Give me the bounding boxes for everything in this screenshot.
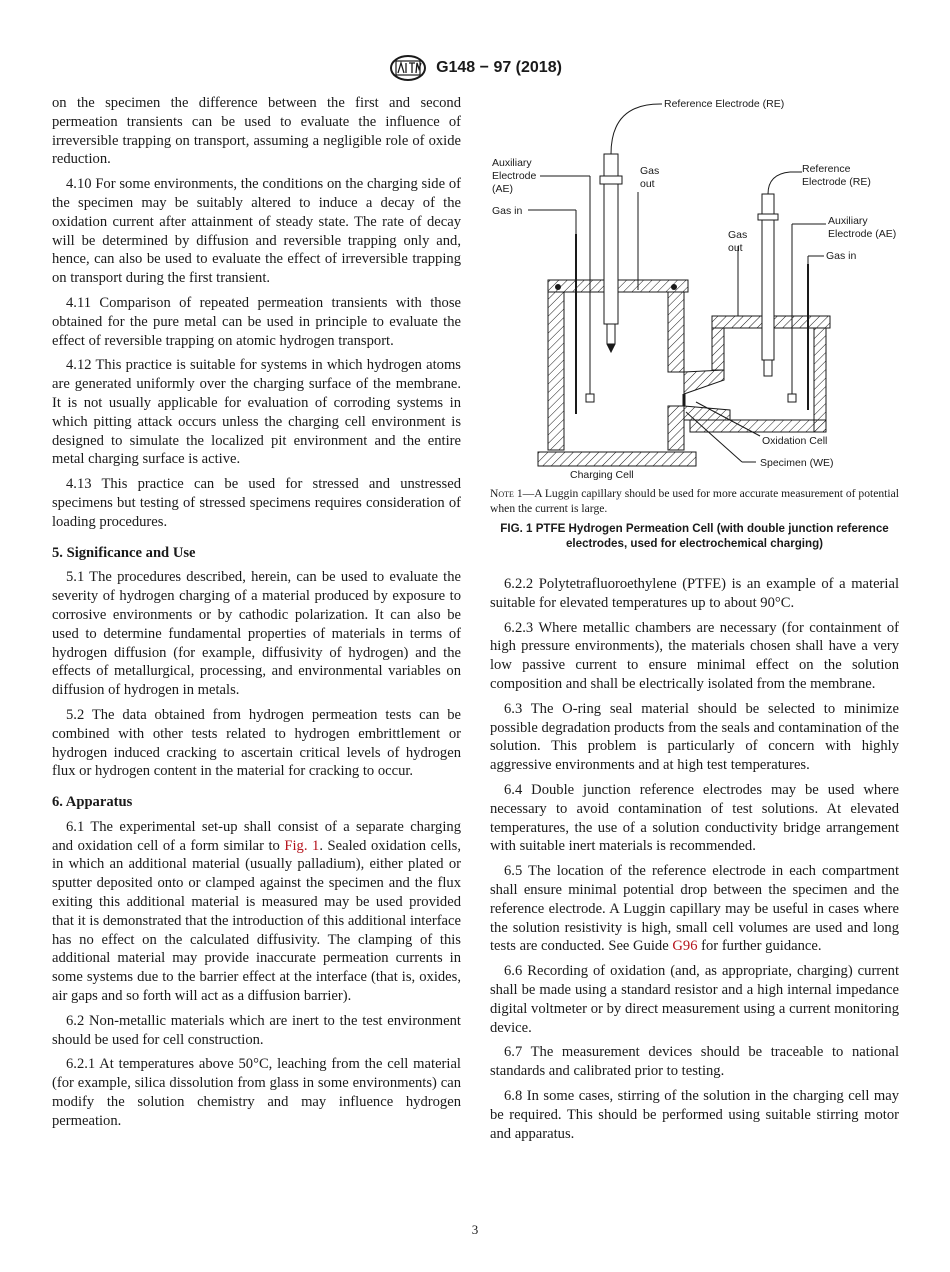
paragraph-6-1-text-a: 6.1 The experimental set-up shall consist of a separate charging and oxidation cell of a form similar to: [52, 818, 461, 854]
paragraph-4-13: 4.13 This practice can be used for stressed and unstressed specimens but testing of stressed specimens requires consideration of loading procedures.: [52, 476, 461, 530]
astm-logo-icon: [388, 54, 428, 82]
fig-1-link[interactable]: Fig. 1: [284, 837, 320, 854]
label-aux-2-line1: Auxiliary: [828, 215, 868, 227]
label-gas-out-2-line2: out: [728, 242, 743, 254]
page-header: [0, 54, 950, 82]
paragraph-6-5-text-b: for further guidance.: [697, 938, 822, 955]
label-reference-electrode-1: Reference Electrode (RE): [664, 98, 785, 110]
paragraph-6-5: [490, 862, 899, 956]
paragraph-6-5-text-a: 6.5 The location of the reference electrode in each compartment shall ensure minimal potential drop between the specimen and the reference electrode. A Luggin capillary may be useful in cases where the solution resistivity is high, small cell volumes are used and long tests are conducted. See Guide: [490, 863, 899, 955]
label-gas-out-1-line1: Gas: [640, 165, 660, 177]
label-oxidation-cell: Oxidation Cell: [762, 435, 828, 447]
label-gas-out-2-line1: Gas: [728, 229, 748, 241]
paragraph-6-4: 6.4 Double junction reference electrodes may be used where necessary to avoid contamination of test solutions. At elevated temperatures, the use of a solution conductivity bridge arrangement with suitable inert materials is recommended.: [490, 781, 899, 855]
paragraph-5-1: 5.1 The procedures described, herein, can be used to evaluate the severity of hydrogen charging of a material produced by exposure to corrosive environments or by cathodic polarization. It can also be used to determine fundamental properties of materials in terms of hydrogen diffusion (for example, diffusivity of hydrogen) and the effects of metallurgical, processing, and environmental variables on diffusion of hydrogen in metals.: [52, 569, 461, 699]
paragraph-4-10: 4.10 For some environments, the conditions on the charging side of the specimen may be suitably altered to induce a decay of the oxidation current after attainment of steady state. The rate of decay will be determined by diffusion and reversible trapping only and, hence, can also be used to evaluate the effect of irreversible trapping on transport during the first transient.: [52, 176, 461, 287]
section-heading-6: 6. Apparatus: [52, 794, 133, 811]
paragraph-5-2: 5.2 The data obtained from hydrogen permeation tests can be combined with other tests related to hydrogen embrittlement or hydrogen induced cracking to ascertain critical levels of hydrogen flux or hydrogen content in the material for cracking to occur.: [52, 706, 461, 780]
reference-electrode-2: [758, 172, 790, 376]
note-prefix: Note 1: [490, 487, 523, 500]
paragraph-6-3: 6.3 The O-ring seal material should be selected to minimize possible degradation products from the seals and contamination of the solution. This problem is particularly of concern with highly aggressive environments and at high test temperatures.: [490, 700, 899, 774]
reference-electrode-1: [600, 104, 660, 352]
label-aux-1-line2: Electrode: [492, 170, 537, 182]
label-aux-2-line2: Electrode (AE): [828, 228, 897, 240]
label-gas-in-1: Gas in: [492, 205, 523, 217]
right-column: [490, 575, 899, 1149]
label-gas-in-2: Gas in: [826, 250, 857, 262]
figure-1-diagram: [490, 94, 900, 486]
label-reference-electrode-2-line1: Reference: [802, 163, 851, 175]
paragraph-continuation: on the specimen the difference between the first and second permeation transients can be used to evaluate the influence of irreversible trapping on transport, assuming a negligible role of oxide reduction.: [52, 95, 461, 168]
label-gas-out-1-line2: out: [640, 178, 655, 190]
paragraph-6-2-2: 6.2.2 Polytetrafluoroethylene (PTFE) is an example of a material suitable for elevated temperatures up to about 90°C.: [490, 576, 899, 611]
label-reference-electrode-2-line2: Electrode (RE): [802, 176, 871, 188]
figure-note: [490, 487, 899, 516]
standard-code: G148 − 97 (2018): [436, 59, 562, 76]
section-heading-5: 5. Significance and Use: [52, 544, 196, 561]
g96-link[interactable]: G96: [672, 938, 698, 955]
label-charging-cell: Charging Cell: [570, 469, 634, 481]
paragraph-6-8: 6.8 In some cases, stirring of the solution in the charging cell may be required. This should be performed using suitable stirring motor and apparatus.: [490, 1087, 899, 1142]
paragraph-6-6: 6.6 Recording of oxidation (and, as appropriate, charging) current shall be made using a standard resistor and a high internal impedance digital voltmeter or by direct measurement using a current monitoring device.: [490, 963, 899, 1036]
paragraph-4-12: 4.12 This practice is suitable for systems in which hydrogen atoms are generated uniformly over the charging surface of the membrane. It is not usually applicable for evaluation of corroding systems in which pitting attack occurs unless the charging cell environment is designed to simulate the localized pit environment and the entire metal charging surface is active.: [52, 357, 461, 468]
paragraph-6-2-3: 6.2.3 Where metallic chambers are necessary (for containment of high pressure environments), the materials chosen shall have a very low passive current to ensure minimal effect on the solution composition and shall be electrically isolated from the membrane.: [490, 619, 899, 692]
figure-caption: FIG. 1 PTFE Hydrogen Permeation Cell (with double junction reference electrodes, used for electrochemical charging): [500, 522, 889, 550]
paragraph-6-1-text-b: . Sealed oxidation cells, in which an additional material (usually palladium), either plated or sputter deposited onto or clamped against the specimen and the flux exiting this additional material is measured may be used provided that it is demonstrated that the introduction of this additional interface has no effect on the calculated diffusivity. The clamping of this additional material may provide inaccurate permeation currents in some systems due to the barrier effect at the interface (that is, oxides, air gaps and so forth will act as a diffusion barrier).: [52, 837, 461, 1005]
paragraph-4-11: 4.11 Comparison of repeated permeation transients with those obtained for the pure metal can be used in principle to evaluate the effect of reversible trapping on atomic hydrogen transport.: [52, 294, 461, 349]
paragraph-6-2-1: 6.2.1 At temperatures above 50°C, leaching from the cell material (for example, silica dissolution from glass in some environments) can modify the solution chemistry and may influence hydrogen permeation.: [52, 1056, 461, 1129]
label-aux-1-line1: Auxiliary: [492, 157, 532, 169]
paragraph-6-7: 6.7 The measurement devices should be traceable to national standards and calibrated prior to testing.: [490, 1044, 899, 1080]
paragraph-6-2: 6.2 Non-metallic materials which are inert to the test environment should be used for cell construction.: [52, 1012, 461, 1048]
note-text: —A Luggin capillary should be used for more accurate measurement of potential when the current is large.: [490, 487, 899, 515]
label-specimen: Specimen (WE): [760, 457, 834, 469]
label-aux-1-line3: (AE): [492, 183, 513, 195]
left-column: [52, 94, 461, 1137]
page-number: 3: [471, 1222, 479, 1237]
paragraph-6-1: [52, 818, 461, 1006]
